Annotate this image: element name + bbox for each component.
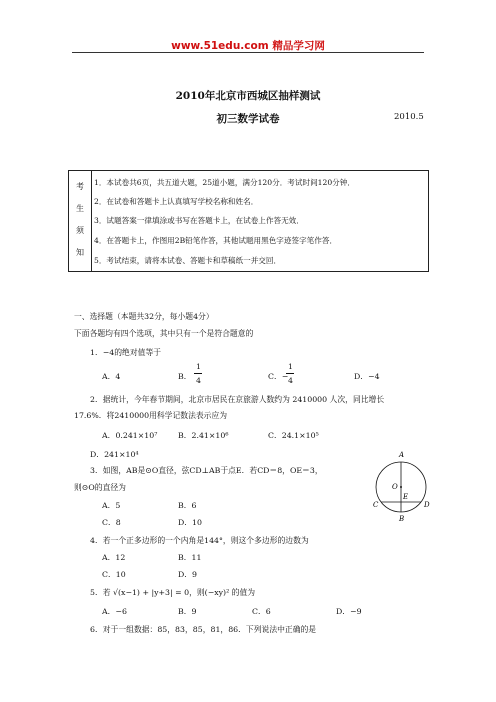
section-heading: 一、选择题（本题共32分，每小题4分）: [74, 312, 214, 321]
q1-c-fraction-bar: [286, 373, 294, 374]
q2-line1: 2．据统计，今年春节期间，北京市居民在京旅游人数约为 2410000 人次，同比增长: [90, 395, 385, 404]
q5-option-d: D．−9: [336, 607, 362, 616]
q4-option-b: B．11: [178, 553, 202, 562]
q2-option-b-label: B．: [178, 431, 192, 440]
q5-stem: 5．若 √(x−1) + |y+3| = 0，则(−xy)² 的值为: [90, 588, 256, 597]
q2-option-c-value: 24.1×10⁵: [281, 431, 319, 440]
q1-option-a: A．4: [102, 372, 121, 381]
label-d: D: [424, 501, 430, 509]
label-e: E: [403, 493, 409, 501]
q2-option-c-label: C．: [268, 431, 282, 440]
notice-label-char: 须: [76, 226, 84, 235]
circle-diagram: [368, 448, 432, 526]
q3-line2: 则⊙O的直径为: [74, 483, 126, 492]
notice-item: 3．试题答案一律填涂或书写在答题卡上，在试卷上作答无效．: [94, 216, 304, 225]
q5-option-c: C．6: [252, 607, 271, 616]
q4-option-c: C．10: [102, 570, 126, 579]
q2-option-b: [178, 430, 228, 441]
q1-c-numerator: 1: [288, 362, 293, 371]
notice-item: 1．本试卷共6页，共五道大题，25道小题，满分120分．考试时间120分钟．: [94, 178, 355, 187]
q2-option-b-value: 2.41×10⁶: [191, 431, 229, 440]
notice-label: [69, 171, 92, 271]
q2-line2: 17.6%．将2410000用科学记数法表示应为: [74, 411, 228, 420]
label-c: C: [373, 501, 379, 509]
q3-option-c: C．8: [102, 518, 121, 527]
q3-option-d: D．10: [178, 518, 202, 527]
notice-item: 2．在试卷和答题卡上认真填写学校名称和姓名．: [94, 197, 259, 206]
notice-item: 5．考试结束，请将本试卷、答题卡和草稿纸一并交回．: [94, 256, 282, 265]
q2-option-d-value: 241×10⁴: [104, 450, 139, 459]
q2-option-a-label: A．: [102, 431, 116, 440]
q4-stem: 4．若一个正多边形的一个内角是144°，则这个多边形的边数为: [90, 536, 309, 545]
q1-b-fraction-bar: [194, 373, 202, 374]
label-a: A: [399, 451, 405, 459]
q1-c-denominator: 4: [288, 376, 293, 385]
q3-option-b: B．6: [178, 501, 197, 510]
q2-option-a-value: 0.241×10⁷: [115, 431, 158, 440]
q4-option-a: A．12: [102, 553, 126, 562]
q1-b-numerator: 1: [196, 362, 201, 371]
header-rule: [72, 52, 424, 53]
notice-box: [68, 170, 429, 272]
section-intro: 下面各题均有四个选项，其中只有一个是符合题意的: [74, 329, 254, 338]
q2-option-a: [102, 430, 157, 441]
exam-title: 2010年北京市西城区抽样测试: [175, 90, 321, 102]
notice-label-char: 考: [76, 182, 84, 191]
label-o: O: [392, 483, 398, 491]
notice-label-char: 生: [76, 204, 84, 213]
notice-item: 4．在答题卡上，作图用2B铅笔作答，其他试题用黑色字迹签字笔作答．: [94, 236, 338, 245]
q5-option-b: B．9: [178, 607, 197, 616]
q1-b-denominator: 4: [196, 376, 201, 385]
q6-stem: 6．对于一组数据：85，83，85，81，86．下列说法中正确的是: [90, 625, 317, 634]
center-point: [400, 486, 402, 488]
q1-option-d: D．−4: [354, 372, 380, 381]
site-header[interactable]: www.51edu.com 精品学习网: [171, 40, 325, 52]
q2-option-d-label: D．: [90, 450, 105, 459]
q5-option-a: A．−6: [102, 607, 127, 616]
q3-option-a: A．5: [102, 501, 121, 510]
q1-stem: 1．−4的绝对值等于: [90, 348, 162, 357]
q1-option-c: C．−: [268, 372, 289, 381]
q2-option-c: [268, 430, 319, 441]
q3-line1: 3．如图，AB是⊙O直径，弦CD⊥AB于点E．若CD＝8，OE＝3，: [90, 466, 323, 475]
q4-option-d: D．9: [178, 570, 198, 579]
exam-subtitle: 初三数学试卷: [216, 113, 280, 125]
q2-option-d: [90, 449, 139, 460]
label-b: B: [399, 515, 405, 523]
q1-option-b: B．: [178, 372, 192, 381]
notice-label-char: 知: [76, 248, 84, 257]
exam-date: 2010.5: [394, 112, 424, 122]
